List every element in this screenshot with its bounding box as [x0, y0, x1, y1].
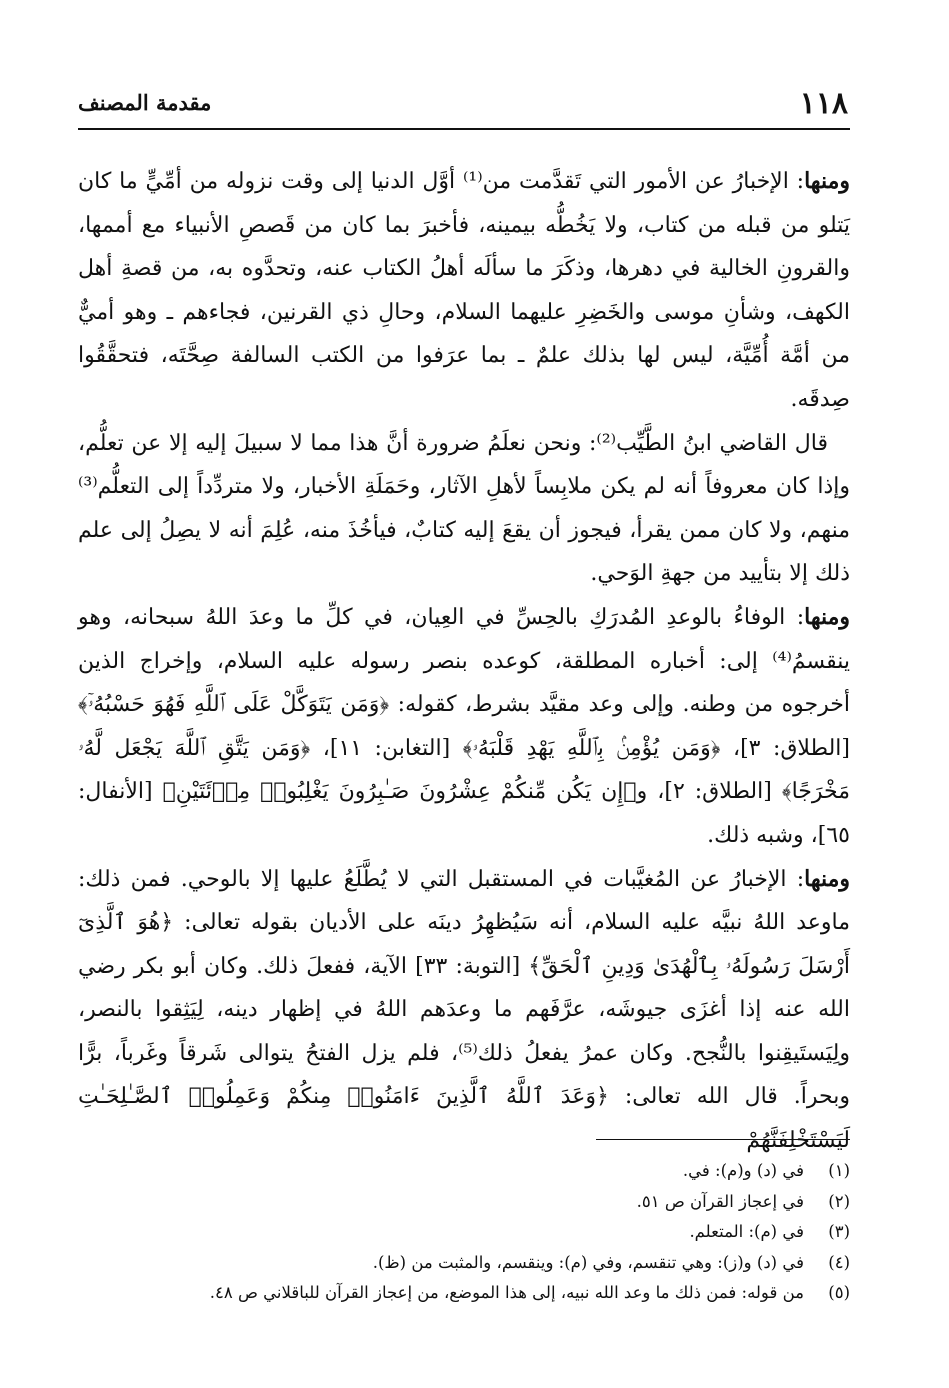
- paragraph-text: : الوفاءُ بالوعدِ المُدرَكِ بالحِسِّ في العِيان، في كلِّ ما وعدَ اللهُ سبحانه، وهو ينقسمُ⁽⁴⁾ إلى: أخباره المطلقة، كوعده بنصر رسوله عليه السلام، وإخراج الذين أخرجوه من وطنه. وإلى وعد مقيَّد بشرط، كقوله: ﴿وَمَن يَتَوَكَّلْ عَلَى ٱللَّهِ فَهُوَ حَسْبُهُۥٓ﴾ [الطلاق: ٣]، ﴿وَمَن يُؤْمِنۢ بِٱللَّهِ يَهْدِ قَلْبَهُۥ﴾ [التغابن: ١١]، ﴿وَمَن يَتَّقِ ٱللَّهَ يَجْعَل لَّهُۥ مَخْرَجًا﴾ [الطلاق: ٢]، و﴿إِن يَكُن مِّنكُمْ عِشْرُونَ صَـٰبِرُونَ يَغْلِبُوا۟ مِا۟ئَتَيْنِ﴾ [الأنفال: ٦٥]، وشبه ذلك.: [78, 604, 851, 848]
- footnote: [78, 1278, 850, 1309]
- footnote-text: في (م): المتعلم.: [689, 1222, 804, 1241]
- paragraph: [78, 160, 850, 422]
- paragraph-lead: ومنها: [804, 603, 850, 630]
- footnote: [78, 1217, 850, 1248]
- paragraph: [78, 858, 850, 1163]
- paragraph-text: قال القاضي ابنُ الطَّيِّب⁽²⁾: ونحن نعلَمُ ضرورة أنَّ هذا مما لا سبيلَ إليه إلا عن تعلُّم، وإذا كان معروفاً أنه لم يكن ملابِساً لأهلِ الآثار، وحَمَلَةِ الأخبار، ولا متردِّداً إلى التعلُّم⁽³⁾ منهم، ولا كان ممن يقرأ، فيجوز أن يقعَ إليه كتابٌ، فيأخُذَ منه، عُلِمَ أنه لا يصِلُ إلى علم ذلك إلا بتأييد من جهةِ الوَحي.: [78, 430, 850, 587]
- footnote-text: من قوله: فمن ذلك ما وعد الله نبيه، إلى هذا الموضع، من إعجاز القرآن للباقلاني ص ٤٨.: [209, 1283, 804, 1302]
- footnote: [78, 1156, 850, 1187]
- main-text: [78, 160, 850, 1163]
- paragraph: [78, 596, 850, 858]
- footnote-number: (٣): [828, 1222, 850, 1241]
- footnote-text: في (د) و(م): في.: [682, 1161, 804, 1180]
- page-number: ١١٨: [799, 86, 848, 121]
- footnote-separator: [596, 1139, 850, 1140]
- page-header: [78, 86, 848, 126]
- footnote-text: في إعجاز القرآن ص ٥١.: [636, 1191, 804, 1211]
- footnotes: [78, 1156, 850, 1309]
- footnote-number: (٢): [828, 1191, 850, 1211]
- paragraph-lead: ومنها: [804, 168, 850, 194]
- footnote-text: في (د) و(ز): وهي تنقسم، وفي (م): وينقسم، والمثبت من (ظ).: [372, 1252, 804, 1272]
- paragraph: [78, 422, 850, 596]
- header-rule: [78, 128, 850, 130]
- running-title: مقدمة المصنف: [78, 90, 212, 115]
- footnote: [78, 1187, 850, 1218]
- footnote-number: (١): [828, 1161, 850, 1180]
- footnote-number: (٥): [828, 1283, 850, 1302]
- paragraph-lead: ومنها: [804, 865, 850, 892]
- footnote-number: (٤): [828, 1252, 850, 1272]
- paragraph-text: : الإخبارُ عن الأمور التي تَقدَّمت من⁽¹⁾ أوَّل الدنيا إلى وقت نزوله من أمِّيٍّ ما كان يَتلو من قبله من كتاب، ولا يَخُطُّه بيمينه، فأخبرَ بما كان من قَصصِ الأنبياء مع أممها، والقرونِ الخالية في دهرها، وذكَرَ ما سألَه أهلُ الكتاب عنه، وتحدَّوه به، من قصةِ أهل الكهف، وشأنِ موسى والخَضِرِ عليهما السلام، وحالِ ذي القرنين، فجاءهم ـ وهو أميٌّ من أمَّة أُمِّيَّة، ليس لها بذلك علمٌ ـ بما عرَفوا من الكتب السالفة صِحَّتَه، فتحقَّقُوا صِدقَه.: [78, 169, 850, 412]
- paragraph-text: : الإخبارُ عن المُغيَّبات في المستقبل التي لا يُطَّلَعُ عليها إلا بالوحي. فمن ذلك: ماوعد اللهُ نبيَّه عليه السلام، أنه سَيُظهِرُ دينَه على الأديان بقوله تعالى: ﴿هُوَ ٱلَّذِىٓ أَرْسَلَ رَسُولَهُۥ بِٱلْهُدَىٰ وَدِينِ ٱلْحَقِّ﴾ [التوبة: ٣٣] الآية، ففعلَ ذلك. وكان أبو بكر رضي الله عنه إذا أغزَى جيوشَه، عرَّفَهم ما وعدَهم اللهُ في إظهار دينه، لِيَثِقوا بالنصر، ولِيَستَيقِنوا بالنُّجح. وكان عمرُ يفعلُ ذلك⁽⁵⁾، فلم يزل الفتحُ يتوالى شَرقاً وغَرباً، برًّا وبحراً. قال الله تعالى: ﴿وَعَدَ ٱللَّهُ ٱلَّذِينَ ءَامَنُوا۟ مِنكُمْ وَعَمِلُوا۟ ٱلصَّـٰلِحَـٰتِ لَيَسْتَخْلِفَنَّهُمْ: [78, 866, 850, 1154]
- footnote: [78, 1248, 850, 1279]
